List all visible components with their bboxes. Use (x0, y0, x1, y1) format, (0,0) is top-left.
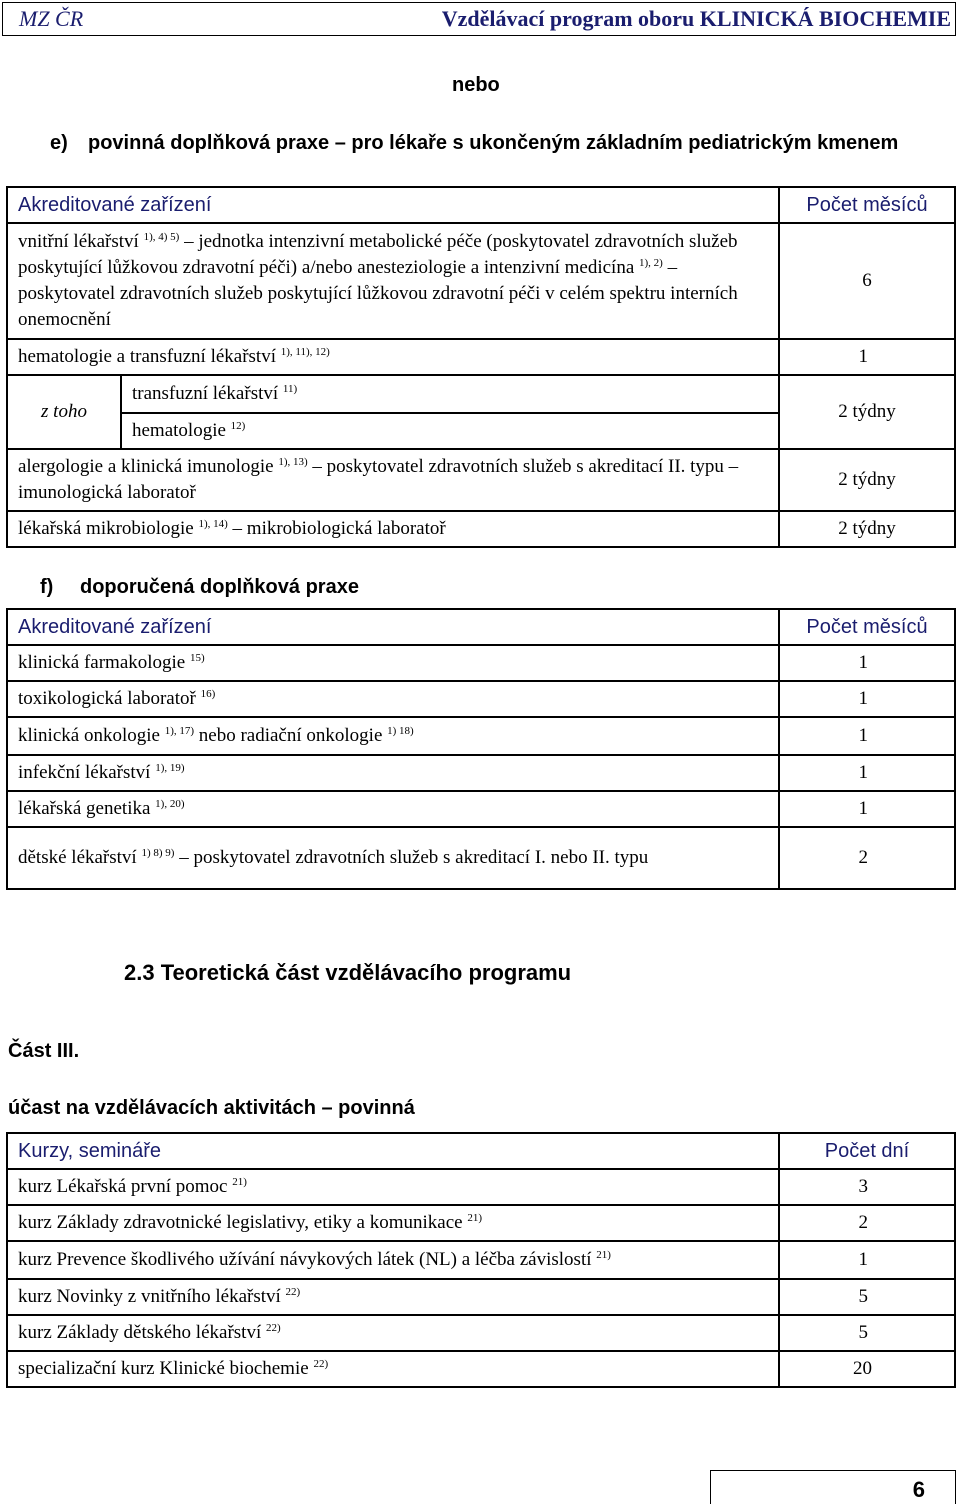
table-subrow: hematologie $^{12)}$ (121, 413, 779, 449)
table-row: lékařská mikrobiologie $^{1), 14)}$ – mikrobiologická laboratoř (7, 511, 779, 547)
col-header-months: Počet měsíců (779, 609, 955, 645)
table-cell-value: 1 (779, 717, 955, 755)
table-cell-value: 2 týdny (779, 449, 955, 511)
table-cell-value: 5 (779, 1279, 955, 1315)
col-header-course: Kurzy, semináře (7, 1133, 779, 1169)
table-subrow: transfuzní lékařství $^{11)}$ (121, 375, 779, 413)
table-cell-value: 2 (779, 1205, 955, 1241)
table-section-f (6, 608, 956, 890)
table-cell-value: 2 (779, 827, 955, 889)
table-cell-value: 1 (779, 681, 955, 717)
table-section-e (6, 186, 956, 548)
table-row: alergologie a klinická imunologie $^{1), 13)}$ – poskytovatel zdravotních služeb s akreditací II. typu – imunologická laboratoř (7, 449, 779, 511)
section-e-heading (50, 130, 930, 156)
heading-participation: účast na vzdělávacích aktivitách – povinná (8, 1097, 415, 1119)
section-f-letter: f) (40, 576, 54, 598)
table-row: hematologie a transfuzní lékařství $^{1), 11), 12)}$ (7, 339, 779, 375)
table-cell-value: 6 (779, 223, 955, 339)
section-f-heading (40, 576, 359, 599)
table-cell-value: 5 (779, 1315, 955, 1351)
header-title: Vzdělávací program oboru KLINICKÁ BIOCHEMIE (441, 6, 951, 31)
table-cell-value: 2 týdny (779, 375, 955, 449)
table-row: kurz Novinky z vnitřního lékařství $^{22)}$ (7, 1279, 779, 1315)
col-header-days: Počet dní (779, 1133, 955, 1169)
table-row: dětské lékařství $^{1) 8) 9)}$ – poskytovatel zdravotních služeb s akreditací I. nebo II. typu (7, 827, 779, 889)
header-ministry: MZ ČR (19, 6, 84, 31)
heading-part-iii: Část III. (8, 1040, 80, 1062)
table-cell-value: 20 (779, 1351, 955, 1387)
table-cell-value: 1 (779, 339, 955, 375)
table-cell-value: 1 (779, 791, 955, 827)
table-cell-value: 2 týdny (779, 511, 955, 547)
table-row: kurz Základy dětského lékařství $^{22)}$ (7, 1315, 779, 1351)
table-row: klinická onkologie $^{1), 17)}$ nebo radiační onkologie $^{1) 18)}$ (7, 717, 779, 755)
table-cell-value: 3 (779, 1169, 955, 1205)
col-header-months: Počet měsíců (779, 187, 955, 223)
table-row: lékařská genetika $^{1), 20)}$ (7, 791, 779, 827)
z-toho-label: z toho (7, 375, 121, 449)
section-e-title: povinná doplňková praxe – pro lékaře s ukončeným základním pediatrickým kmenem (88, 132, 899, 154)
table-row: specializační kurz Klinické biochemie $^{22)}$ (7, 1351, 779, 1387)
col-header-facility: Akreditované zařízení (7, 609, 779, 645)
table-row: vnitřní lékařství $^{1), 4) 5)}$ – jednotka intenzivní metabolické péče (poskytovatel zdravotních služeb poskytující lůžkovou zdravotní péči) a/nebo anesteziologie a intenzivní medicína $^{1), 2)}$ – poskytovatel zdravotních služeb poskytující lůžkovou zdravotní péči v celém spektru interních onemocnění (7, 223, 779, 339)
nebo-text: nebo (452, 74, 500, 96)
table-row: klinická farmakologie $^{15)}$ (7, 645, 779, 681)
page-number: 6 (912, 1477, 925, 1502)
table-row: kurz Lékařská první pomoc $^{21)}$ (7, 1169, 779, 1205)
table-cell-value: 1 (779, 645, 955, 681)
table-cell-value: 1 (779, 1241, 955, 1279)
table-row: toxikologická laboratoř $^{16)}$ (7, 681, 779, 717)
col-header-facility: Akreditované zařízení (7, 187, 779, 223)
heading-theoretical-part: 2.3 Teoretická část vzdělávacího programu (124, 960, 572, 985)
section-e-letter: e) (50, 132, 68, 154)
table-courses (6, 1132, 956, 1388)
table-row: kurz Základy zdravotnické legislativy, etiky a komunikace $^{21)}$ (7, 1205, 779, 1241)
table-cell-value: 1 (779, 755, 955, 791)
section-f-title: doporučená doplňková praxe (80, 576, 359, 598)
page-number-box (710, 1470, 956, 1504)
table-row: kurz Prevence škodlivého užívání návykových látek (NL) a léčba závislostí $^{21)}$ (7, 1241, 779, 1279)
table-row: infekční lékařství $^{1), 19)}$ (7, 755, 779, 791)
page-header (2, 2, 956, 36)
